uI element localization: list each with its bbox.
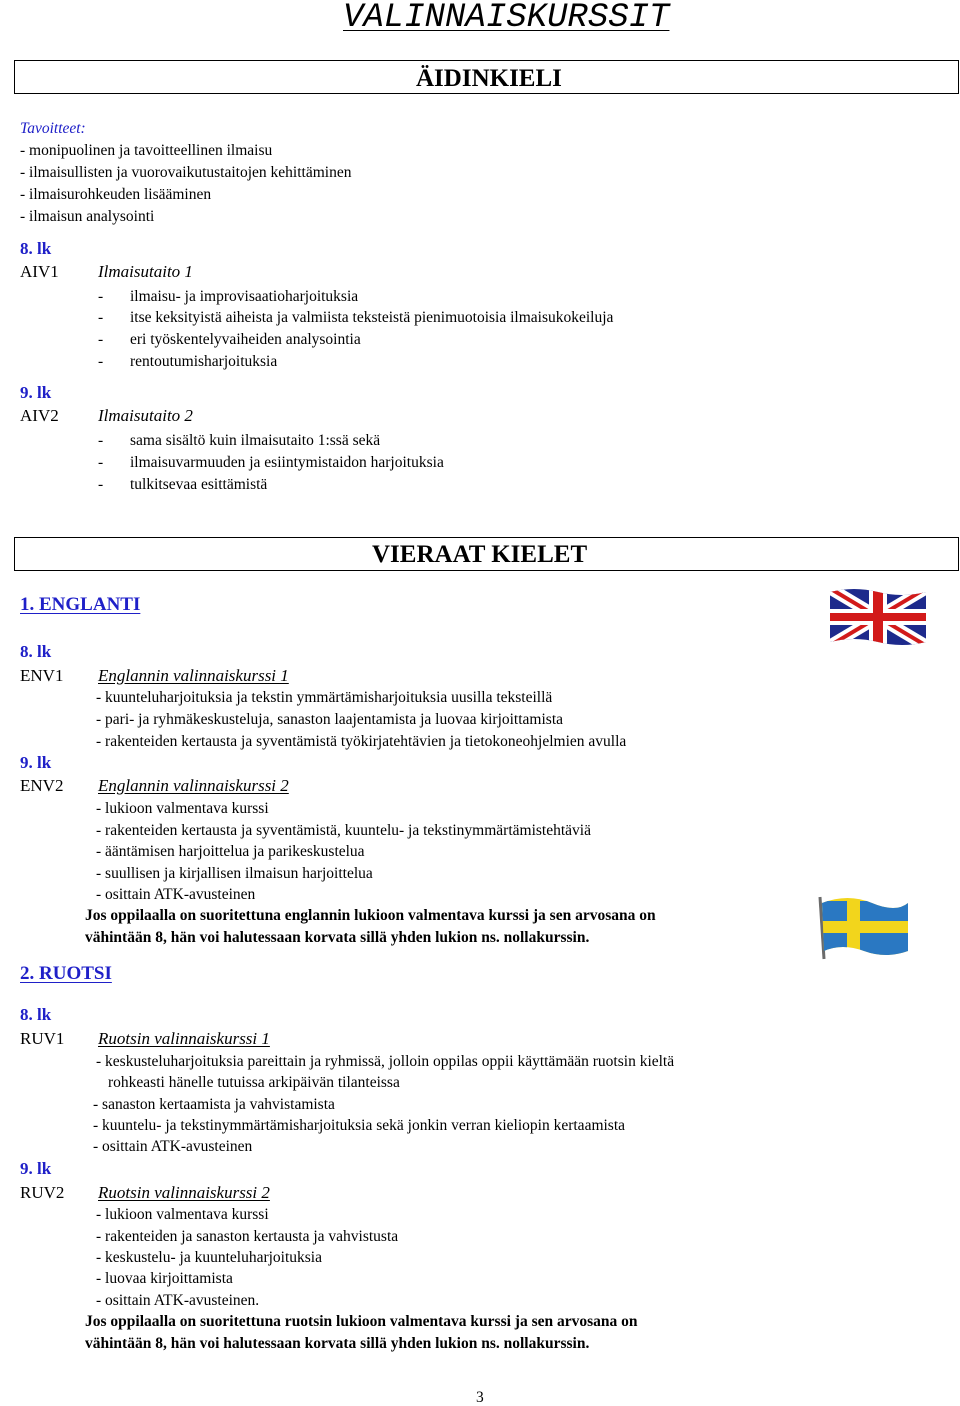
course-code: ENV1 bbox=[20, 666, 64, 685]
goals-heading: Tavoitteet: bbox=[20, 120, 86, 137]
goal-item: - ilmaisullisten ja vuorovaikutustaitojen kehittäminen bbox=[20, 164, 352, 181]
note-text: Jos oppilaalla on suoritettuna englannin lukioon valmentava kurssi ja sen arvosana on bbox=[85, 907, 656, 924]
list-item: - ääntämisen harjoittelua ja parikeskustelua bbox=[96, 843, 365, 860]
list-item: - rentoutumisharjoituksia bbox=[98, 353, 278, 370]
list-item: - lukioon valmentava kurssi bbox=[96, 1206, 269, 1223]
language-heading-englanti: 1. ENGLANTI bbox=[20, 594, 141, 615]
list-item: - sama sisältö kuin ilmaisutaito 1:ssä sekä bbox=[98, 432, 381, 449]
course-title: Ilmaisutaito 2 bbox=[98, 406, 193, 425]
grade-label: 9. lk bbox=[20, 1159, 52, 1178]
list-item: - ilmaisuvarmuuden ja esiintymistaidon harjoituksia bbox=[98, 454, 444, 471]
course-code: ENV2 bbox=[20, 776, 64, 795]
list-item: - luovaa kirjoittamista bbox=[96, 1270, 233, 1287]
course-title: Ilmaisutaito 1 bbox=[98, 262, 193, 281]
list-item: - itse keksityistä aiheista ja valmiista teksteistä pienimuotoisia ilmaisukokeiluja bbox=[98, 309, 614, 326]
list-item: - kuunteluharjoituksia ja tekstin ymmärtämisharjoituksia uusilla teksteillä bbox=[96, 689, 553, 706]
course-title: Ruotsin valinnaiskurssi 2 bbox=[98, 1183, 270, 1202]
section-header-aidinkieli: ÄIDINKIELI bbox=[416, 65, 562, 92]
language-heading-ruotsi: 2. RUOTSI bbox=[20, 963, 112, 984]
goal-item: - ilmaisurohkeuden lisääminen bbox=[20, 186, 212, 203]
page-number: 3 bbox=[476, 1389, 484, 1406]
uk-flag-icon bbox=[826, 586, 930, 648]
list-item: - rakenteiden kertausta ja syventämistä, kuuntelu- ja tekstinymmärtämistehtäviä bbox=[96, 822, 591, 839]
course-code: RUV2 bbox=[20, 1183, 65, 1202]
list-item: - osittain ATK-avusteinen bbox=[93, 1138, 253, 1155]
list-item: - kuuntelu- ja tekstinymmärtämisharjoituksia sekä jonkin verran kieliopin kertaamista bbox=[93, 1117, 626, 1134]
list-item: - suullisen ja kirjallisen ilmaisun harjoittelua bbox=[96, 865, 373, 882]
note-text: Jos oppilaalla on suoritettuna ruotsin lukioon valmentava kurssi ja sen arvosana on bbox=[85, 1313, 638, 1330]
list-item: - rakenteiden kertausta ja syventämistä työkirjatehtävien ja tietokoneohjelmien avulla bbox=[96, 733, 627, 750]
list-item: - ilmaisu- ja improvisaatioharjoituksia bbox=[98, 288, 359, 305]
list-item: - eri työskentelyvaiheiden analysointia bbox=[98, 331, 361, 348]
list-item: - osittain ATK-avusteinen. bbox=[96, 1292, 260, 1309]
goal-item: - monipuolinen ja tavoitteellinen ilmaisu bbox=[20, 142, 273, 159]
list-item: - rakenteiden ja sanaston kertausta ja vahvistusta bbox=[96, 1228, 399, 1245]
course-title: Ruotsin valinnaiskurssi 1 bbox=[98, 1029, 270, 1048]
section-header-vieraat: VIERAAT KIELET bbox=[372, 541, 588, 568]
note-text: vähintään 8, hän voi halutessaan korvata sillä yhden lukion ns. nollakurssin. bbox=[85, 929, 590, 946]
grade-label: 9. lk bbox=[20, 383, 52, 402]
list-item: - pari- ja ryhmäkeskusteluja, sanaston laajentamista ja luovaa kirjoittamista bbox=[96, 711, 564, 728]
list-item: - keskustelu- ja kuunteluharjoituksia bbox=[96, 1249, 322, 1266]
page-title: VALINNAISKURSSIT bbox=[343, 0, 670, 37]
list-item: - keskusteluharjoituksia pareittain ja ryhmissä, jolloin oppilas oppii käyttämään ruotsin kieltä bbox=[96, 1053, 675, 1070]
sweden-flag-icon bbox=[810, 893, 910, 961]
list-item: - osittain ATK-avusteinen bbox=[96, 886, 256, 903]
grade-label: 8. lk bbox=[20, 1005, 52, 1024]
list-item: - tulkitsevaa esittämistä bbox=[98, 476, 268, 493]
list-item: - lukioon valmentava kurssi bbox=[96, 800, 269, 817]
course-code: AIV1 bbox=[20, 262, 59, 281]
list-item: rohkeasti hänelle tutuissa arkipäivän tilanteissa bbox=[108, 1074, 400, 1091]
grade-label: 8. lk bbox=[20, 642, 52, 661]
course-code: RUV1 bbox=[20, 1029, 65, 1048]
course-code: AIV2 bbox=[20, 406, 59, 425]
list-item: - sanaston kertaamista ja vahvistamista bbox=[93, 1096, 335, 1113]
goal-item: - ilmaisun analysointi bbox=[20, 208, 155, 225]
course-title: Englannin valinnaiskurssi 2 bbox=[98, 776, 289, 795]
grade-label: 8. lk bbox=[20, 239, 52, 258]
grade-label: 9. lk bbox=[20, 753, 52, 772]
course-title: Englannin valinnaiskurssi 1 bbox=[98, 666, 289, 685]
note-text: vähintään 8, hän voi halutessaan korvata sillä yhden lukion ns. nollakurssin. bbox=[85, 1335, 590, 1352]
